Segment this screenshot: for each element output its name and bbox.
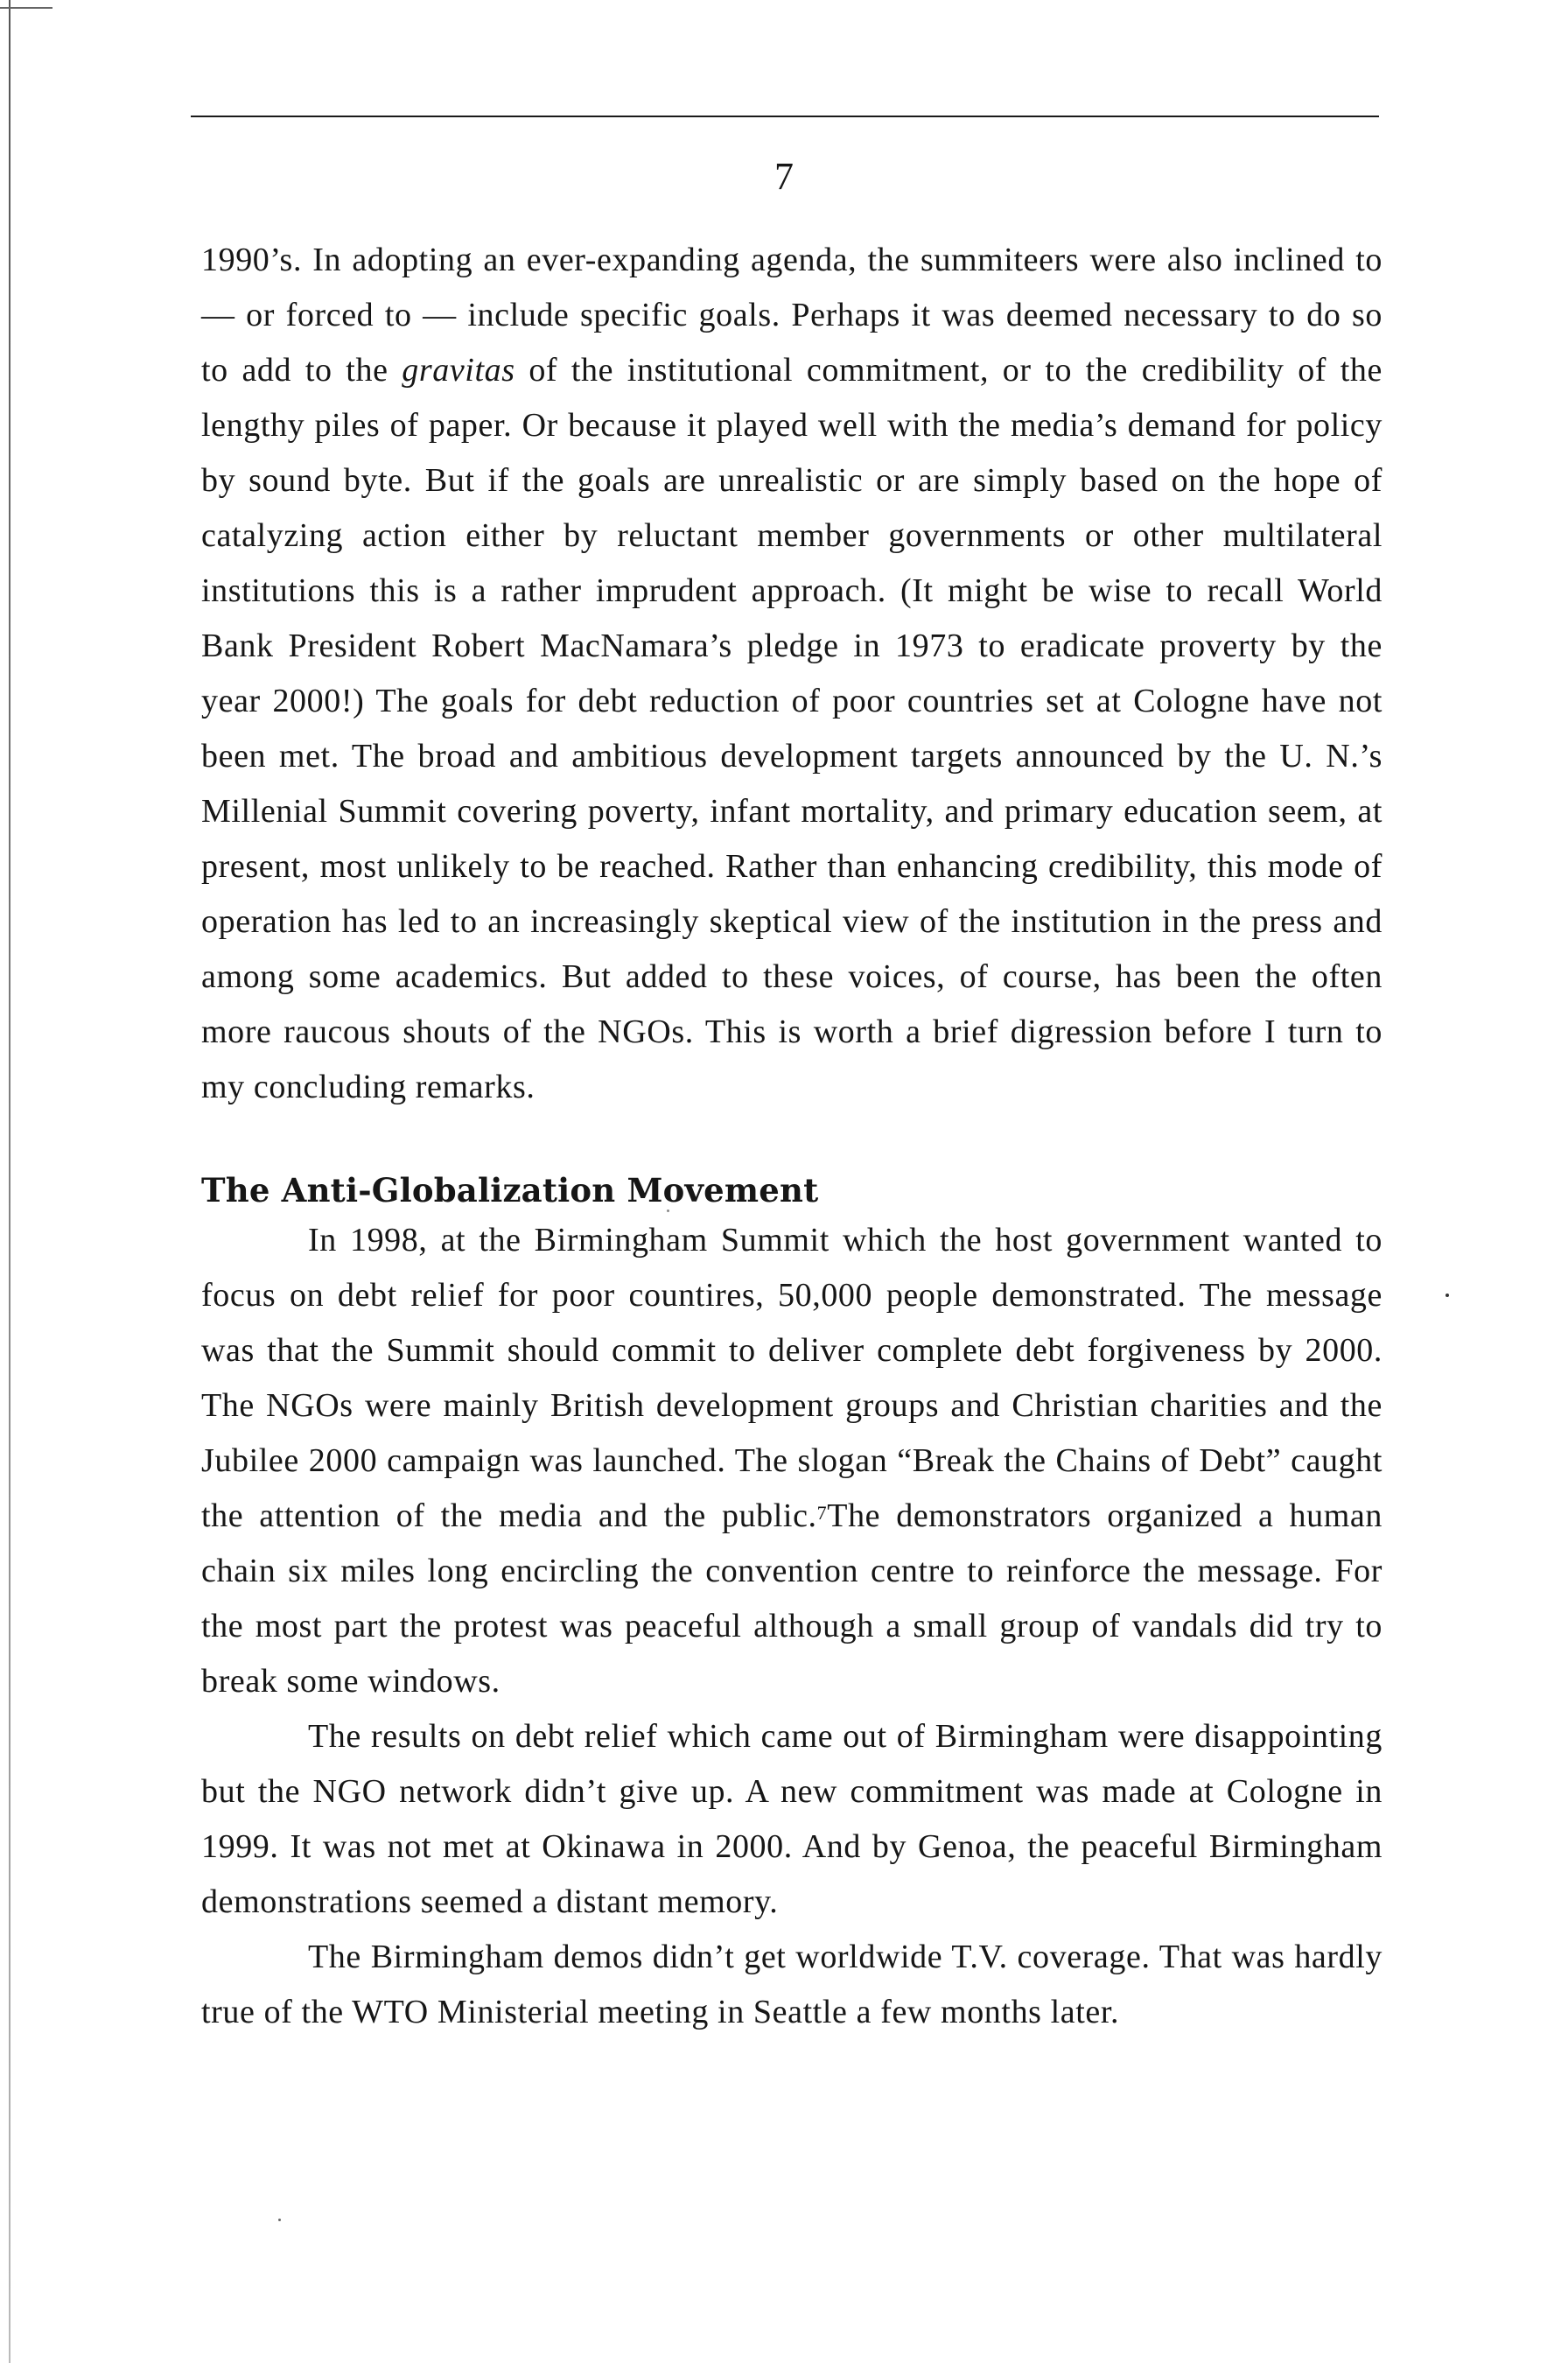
page-number: 7 [774,155,794,198]
scan-edge-top [0,7,52,9]
paragraph-2 [201,1213,1382,1709]
scan-speck [667,1210,669,1212]
paragraph-1 [201,233,1382,1115]
scan-speck [278,2219,281,2221]
paragraph-1-text-a: 1990’s. In adopting an ever-expanding agenda, the summiteers were also inclined to — or forced to — include specific goals. Perhaps it was deemed necessary to do so to add to the [201,242,1382,389]
paragraph-2-text-a: In 1998, at the Birmingham Summit which the host government wanted to focus on debt relief for poor countires, 50,000 people demonstrated. The message was that the Summit should commit to deliver complete debt forgiveness by 2000. The NGOs were mainly British development groups and Christian charities and the Jubilee 2000 campaign was launched. The slogan “Break the Chains of Debt” caught the attention of the media and the public. [201,1222,1382,1534]
footnote-marker: 7 [816,1502,828,1524]
paragraph-1-italic: gravitas [402,352,515,389]
paragraph-1-text-b: of the institutional commitment, or to the credibility of the lengthy piles of paper. Or because it played well with the media’s demand for policy by sound byte. But if the goals are unrealistic or are simply based on the hope of catalyzing action either by reluctant member governments or other multilateral institutions this is a rather imprudent approach. (It might be wise to recall World Bank President Robert MacNamara’s pledge in 1973 to eradicate proverty by the year 2000!) The goals for debt reduction of poor countries set at Cologne have not been met. The broad and ambitious development targets announced by the U. N.’s Millenial Summit covering poverty, infant mortality, and primary education seem, at present, most unlikely to be reached. Rather than enhancing credibility, this mode of operation has led to an increasingly skeptical view of the institution in the press and among some academics. But added to these voices, of course, has been the often more raucous shouts of the NGOs. This is worth a brief digression before I turn to my concluding remarks. [201,352,1382,1105]
scan-edge-left [9,0,10,2363]
scan-speck [1446,1294,1449,1297]
paragraph-3: The results on debt relief which came out of Birmingham were disappointing but the NGO network didn’t give up. A new commitment was made at Cologne in 1999. It was not met at Okinawa in 2000. And by Genoa, the peaceful Birmingham demonstrations seemed a distant memory. [201,1718,1382,1920]
paragraph-4: The Birmingham demos didn’t get worldwide T.V. coverage. That was hardly true of the WTO Ministerial meeting in Seattle a few months later. [201,1939,1382,2030]
section-heading: The Anti-Globalization Movement [201,1171,819,1210]
page-body [201,233,1382,2040]
paragraph-2-text-b: The demonstrators organized a human chain six miles long encircling the convention centre to reinforce the message. For the most part the protest was peaceful although a small group of vandals did try to break some windows. [201,1497,1382,1700]
header-rule [191,116,1379,117]
